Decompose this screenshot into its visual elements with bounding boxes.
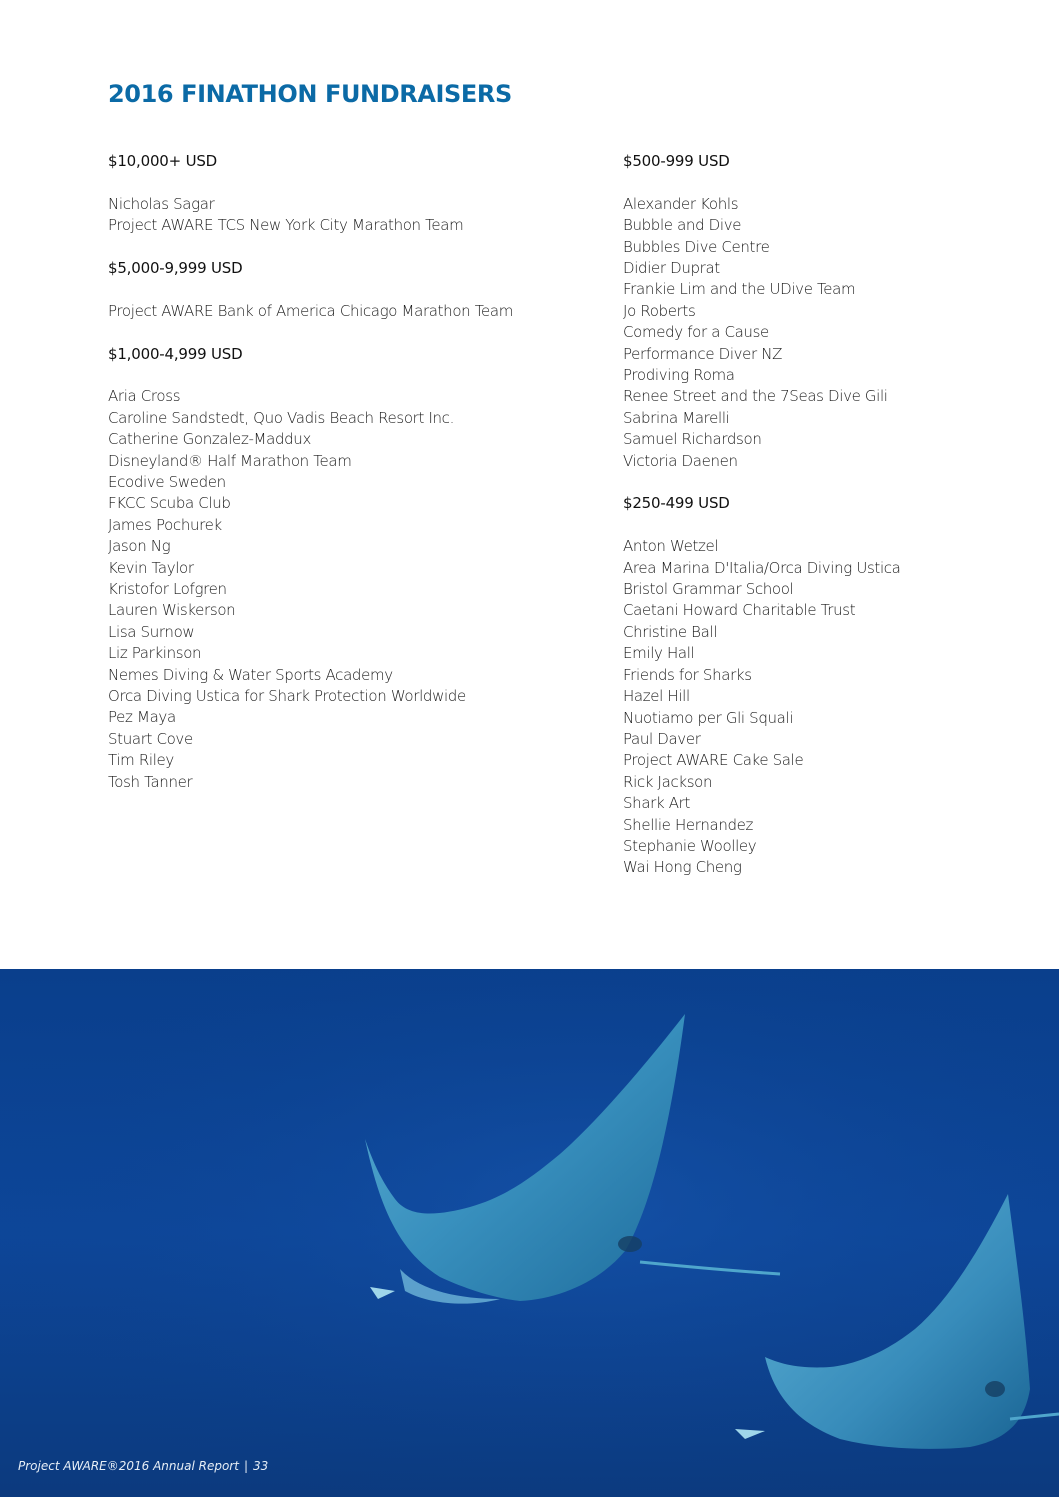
donor-name: Disneyland® Half Marathon Team bbox=[108, 451, 352, 470]
donor-name: Frankie Lim and the UDive Team bbox=[623, 280, 856, 299]
donor-name: Stephanie Woolley bbox=[623, 836, 757, 855]
donor-name: Hazel Hill bbox=[623, 687, 690, 706]
donor-name: Comedy for a Cause bbox=[623, 323, 769, 342]
tier-5000-9999 bbox=[108, 258, 568, 322]
donor-name: Area Marina D'Italia/Orca Diving Ustica bbox=[623, 558, 901, 577]
right-column bbox=[623, 151, 1043, 900]
donor-name: Victoria Daenen bbox=[623, 451, 738, 470]
donor-name: Emily Hall bbox=[623, 644, 695, 663]
donor-name: Christine Ball bbox=[623, 622, 718, 641]
page-title: 2016 FINATHON FUNDRAISERS bbox=[108, 80, 512, 108]
donor-name: Performance Diver NZ bbox=[623, 344, 783, 363]
donor-list bbox=[108, 386, 568, 793]
donor-name: Aria Cross bbox=[108, 387, 181, 406]
donor-name: Renee Street and the 7Seas Dive Gili bbox=[623, 387, 888, 406]
donor-name: Shellie Hernandez bbox=[623, 815, 754, 834]
donor-name: Shark Art bbox=[623, 794, 691, 813]
tier-1000-4999 bbox=[108, 344, 568, 794]
tier-heading: $10,000+ USD bbox=[108, 152, 218, 170]
donor-name: Jo Roberts bbox=[623, 301, 696, 320]
donor-name: Jason Ng bbox=[108, 537, 171, 556]
donor-name: Liz Parkinson bbox=[108, 644, 202, 663]
donor-list bbox=[108, 194, 568, 237]
donor-name: Nicholas Sagar bbox=[108, 194, 215, 213]
donor-name: Project AWARE TCS New York City Marathon Team bbox=[108, 216, 464, 235]
donor-name: Bubbles Dive Centre bbox=[623, 237, 770, 256]
donor-name: Bristol Grammar School bbox=[623, 580, 794, 599]
donor-name: Prodiving Roma bbox=[623, 366, 735, 385]
page-footer bbox=[18, 1459, 268, 1473]
donor-name: Rick Jackson bbox=[623, 772, 713, 791]
donor-name: Stuart Cove bbox=[108, 729, 193, 748]
donor-name: Wai Hong Cheng bbox=[623, 858, 742, 877]
donor-name: Caroline Sandstedt, Quo Vadis Beach Resort Inc. bbox=[108, 408, 454, 427]
eagle-rays-photo bbox=[0, 969, 1059, 1497]
donor-list bbox=[108, 301, 568, 322]
donor-list bbox=[623, 194, 1043, 472]
donor-name: Paul Daver bbox=[623, 729, 701, 748]
donor-name: Orca Diving Ustica for Shark Protection Worldwide bbox=[108, 687, 466, 706]
donor-name: Bubble and Dive bbox=[623, 216, 742, 235]
donor-name: Kristofor Lofgren bbox=[108, 580, 227, 599]
donor-name: Nuotiamo per Gli Squali bbox=[623, 708, 794, 727]
donor-name: Nemes Diving & Water Sports Academy bbox=[108, 665, 393, 684]
donor-name: FKCC Scuba Club bbox=[108, 494, 231, 513]
donor-name: Samuel Richardson bbox=[623, 430, 762, 449]
donor-name: Anton Wetzel bbox=[623, 537, 719, 556]
donor-name: Lisa Surnow bbox=[108, 622, 195, 641]
tier-heading: $250-499 USD bbox=[623, 494, 730, 513]
tier-heading: $5,000-9,999 USD bbox=[108, 259, 243, 277]
donor-name: Kevin Taylor bbox=[108, 558, 194, 577]
donor-name: Pez Maya bbox=[108, 708, 176, 727]
donor-name: James Pochurek bbox=[108, 515, 222, 534]
donor-name: Alexander Kohls bbox=[623, 194, 739, 213]
tier-10000-plus bbox=[108, 151, 568, 237]
left-column bbox=[108, 151, 568, 815]
donor-name: Catherine Gonzalez-Maddux bbox=[108, 430, 311, 449]
report-title: Project AWARE®2016 Annual Report bbox=[18, 1459, 239, 1473]
donor-list bbox=[623, 536, 1043, 879]
donor-name: Tosh Tanner bbox=[108, 772, 193, 791]
tier-500-999 bbox=[623, 151, 1043, 472]
donor-name: Ecodive Sweden bbox=[108, 473, 226, 492]
donor-name: Sabrina Marelli bbox=[623, 408, 730, 427]
tier-heading: $500-999 USD bbox=[623, 152, 730, 170]
donor-name: Project AWARE Cake Sale bbox=[623, 751, 804, 770]
donor-name: Didier Duprat bbox=[623, 259, 720, 278]
tier-250-499 bbox=[623, 493, 1043, 878]
page-number: 33 bbox=[253, 1459, 269, 1473]
donor-name: Lauren Wiskerson bbox=[108, 601, 236, 620]
donor-name: Project AWARE Bank of America Chicago Marathon Team bbox=[108, 301, 513, 320]
footer-separator: | bbox=[243, 1459, 248, 1473]
donor-name: Friends for Sharks bbox=[623, 665, 752, 684]
eagle-rays-illustration bbox=[0, 969, 1059, 1497]
donor-name: Caetani Howard Charitable Trust bbox=[623, 601, 856, 620]
donor-name: Tim Riley bbox=[108, 751, 174, 770]
tier-heading: $1,000-4,999 USD bbox=[108, 344, 243, 363]
